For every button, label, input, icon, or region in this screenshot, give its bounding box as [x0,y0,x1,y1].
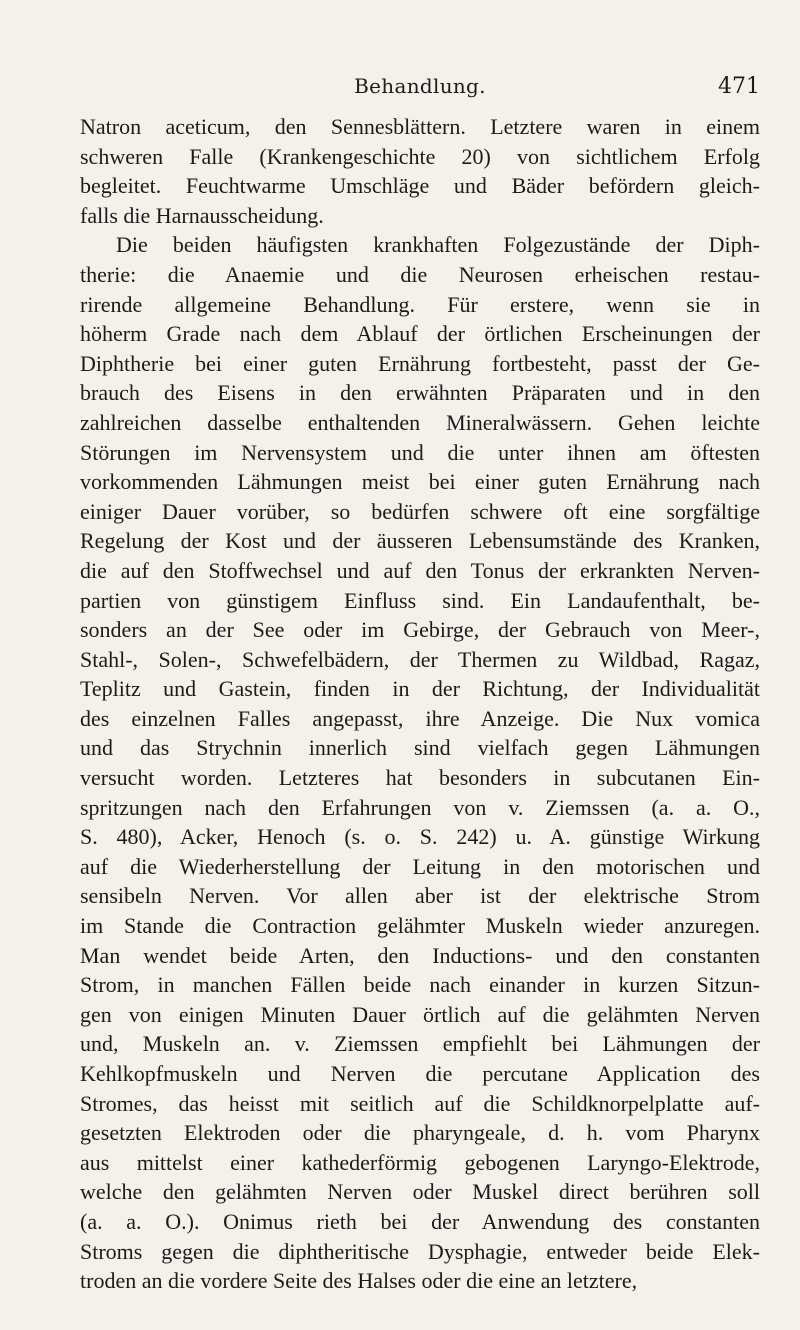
body-text [80,112,760,1296]
running-head: Behandlung. [354,74,486,98]
text-line: Natron aceticum, den Sennesblättern. Letztere waren in einem [80,114,760,139]
text-line: im Stande die Contraction gelähmter Muskeln wieder anzuregen. [80,913,760,939]
text-line: begleitet. Feuchtwarme Umschläge und Bäder befördern gleich- [80,173,760,199]
text-line: welche den gelähmten Nerven oder Muskel direct berühren soll [80,1179,760,1205]
text-line: falls die Harnausscheidung. [80,202,324,228]
text-line: therie: die Anaemie und die Neurosen erheischen restau- [80,261,760,287]
text-line: und das Strychnin innerlich sind vielfach gegen Lähmungen [80,735,760,761]
text-line: gen von einigen Minuten Dauer örtlich auf die gelähmten Nerven [80,1001,760,1027]
text-line: S. 480), Acker, Henoch (s. o. S. 242) u. A. günstige Wirkung [80,824,760,850]
text-line: sensibeln Nerven. Vor allen aber ist der elektrische Strom [80,883,760,909]
text-line: Teplitz und Gastein, finden in der Richtung, der Individualität [80,676,760,702]
text-line: Man wendet beide Arten, den Inductions- und den constanten [80,942,760,968]
text-line: auf die Wiederherstellung der Leitung in den motorischen und [80,853,760,879]
text-line: Regelung der Kost und der äusseren Lebensumstände des Kranken, [80,528,760,554]
text-line: und, Muskeln an. v. Ziemssen empfiehlt bei Lähmungen der [80,1031,760,1057]
text-line: (a. a. O.). Onimus rieth bei der Anwendung des constanten [80,1208,760,1234]
text-line: Störungen im Nervensystem und die unter ihnen am öftesten [80,439,760,465]
text-line: vorkommenden Lähmungen meist bei einer guten Ernährung nach [80,469,760,495]
page-number: 471 [718,74,760,99]
text-line: Die beiden häufigsten krankhaften Folgezustände der Diph- [116,232,760,258]
text-line: gesetzten Elektroden oder die pharyngeale, d. h. vom Pharynx [80,1120,760,1146]
page-header [80,72,760,112]
text-line: Stromes, das heisst mit seitlich auf die Schildknorpelplatte auf- [80,1090,760,1116]
text-line: versucht worden. Letzteres hat besonders in subcutanen Ein- [80,765,760,791]
text-line: schweren Falle (Krankengeschichte 20) von sichtlichem Erfolg [80,143,760,169]
text-line: die auf den Stoffwechsel und auf den Tonus der erkrankten Nerven- [80,557,760,583]
text-line: höherm Grade nach dem Ablauf der örtlichen Erscheinungen der [80,321,760,347]
text-line: rirende allgemeine Behandlung. Für erstere, wenn sie in [80,291,760,317]
text-line: partien von günstigem Einfluss sind. Ein Landaufenthalt, be- [80,587,760,613]
text-line: zahlreichen dasselbe enthaltenden Mineralwässern. Gehen leichte [80,409,760,435]
text-line: sonders an der See oder im Gebirge, der Gebrauch von Meer-, [80,617,760,643]
text-line: einiger Dauer vorüber, so bedürfen schwere oft eine sorgfältige [80,498,760,524]
text-line: aus mittelst einer kathederförmig gebogenen Laryngo-Elektrode, [80,1149,760,1175]
text-line: Stahl-, Solen-, Schwefelbädern, der Thermen zu Wildbad, Ragaz, [80,646,760,672]
text-line: Stroms gegen die diphtheritische Dysphagie, entweder beide Elek- [80,1238,760,1264]
text-line: Kehlkopfmuskeln und Nerven die percutane Application des [80,1061,760,1086]
text-line: brauch des Eisens in den erwähnten Präparaten und in den [80,380,760,406]
text-line: Strom, in manchen Fällen beide nach einander in kurzen Sitzun- [80,972,760,998]
text-line: Diphtherie bei einer guten Ernährung fortbesteht, passt der Ge- [80,350,760,376]
text-line: spritzungen nach den Erfahrungen von v. Ziemssen (a. a. O., [80,794,760,820]
text-line: troden an die vordere Seite des Halses oder die eine an letztere, [80,1268,638,1294]
text-line: des einzelnen Falles angepasst, ihre Anzeige. Die Nux vomica [80,705,760,731]
